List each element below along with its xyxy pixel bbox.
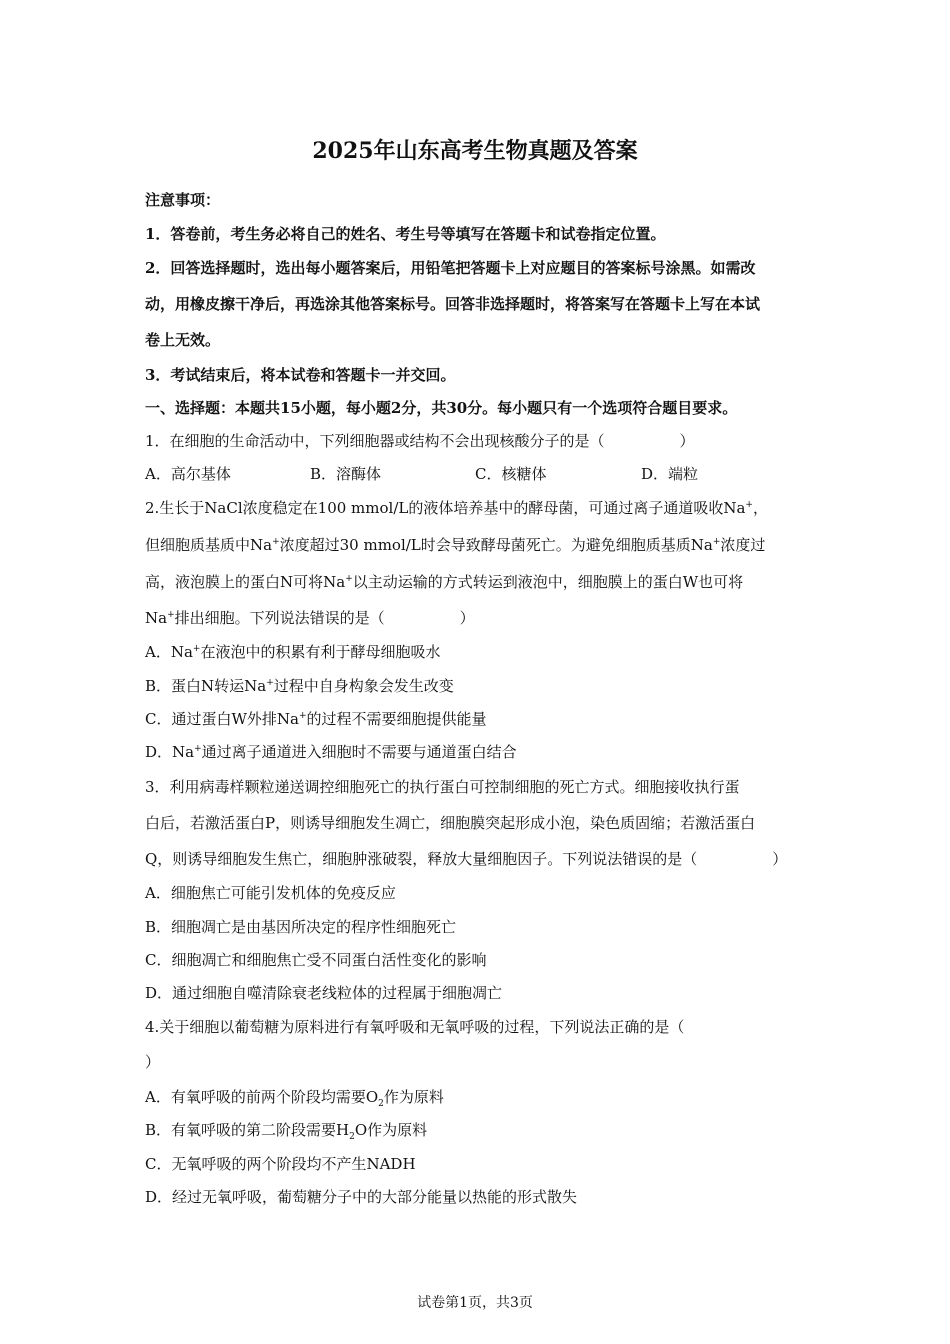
- question-2-option-d: D．Na+通过离子通道进入细胞时不需要与通道蛋白结合: [145, 743, 517, 761]
- question-3-line-3: Q，则诱导细胞发生焦亡，细胞肿涨破裂，释放大量细胞因子。下列说法错误的是（ ）: [145, 850, 788, 868]
- question-3-option-d: D．通过细胞自噬清除衰老线粒体的过程属于细胞凋亡: [145, 984, 503, 1002]
- question-2-line-1: 2.生长于NaCl浓度稳定在100 mmol/L的液体培养基中的酵母菌，可通过离子通道吸收Na+，: [145, 499, 768, 517]
- notice-item-2-line-3: 卷上无效。: [145, 331, 221, 349]
- notice-item-3: 3．考试结束后，将本试卷和答题卡一并交回。: [145, 366, 456, 384]
- question-4-line-2: ）: [145, 1053, 161, 1071]
- question-4-option-d: D．经过无氧呼吸，葡萄糖分子中的大部分能量以热能的形式散失: [145, 1188, 578, 1206]
- question-1-stem: 1．在细胞的生命活动中，下列细胞器或结构不会出现核酸分子的是（ ）: [145, 432, 695, 450]
- question-3-option-a: A．细胞焦亡可能引发机体的免疫反应: [145, 884, 396, 902]
- notice-item-2-line-2: 动，用橡皮擦干净后，再选涂其他答案标号。回答非选择题时，将答案写在答题卡上写在本试: [145, 295, 761, 313]
- question-1-option-c: C．核糖体: [475, 465, 547, 483]
- notice-heading: 注意事项：: [145, 191, 221, 209]
- question-2-option-a: A．Na+在液泡中的积累有利于酵母细胞吸水: [145, 643, 441, 661]
- section-heading: 一、选择题：本题共15小题，每小题2分，共30分。每小题只有一个选项符合题目要求。: [145, 399, 738, 417]
- question-3-line-1: 3．利用病毒样颗粒递送调控细胞死亡的执行蛋白可控制细胞的死亡方式。细胞接收执行蛋: [145, 778, 740, 796]
- question-2-option-c: C．通过蛋白W外排Na+的过程不需要细胞提供能量: [145, 710, 487, 728]
- notice-item-1: 1．答卷前，考生务必将自己的姓名、考生号等填写在答题卡和试卷指定位置。: [145, 225, 666, 243]
- page-title: 2025年山东高考生物真题及答案: [312, 138, 638, 164]
- question-1-option-b: B．溶酶体: [310, 465, 382, 483]
- question-2-option-b: B．蛋白N转运Na+过程中自身构象会发生改变: [145, 677, 454, 695]
- page-footer: 试卷第1页，共3页: [417, 1295, 533, 1311]
- question-4-option-a: A．有氧呼吸的前两个阶段均需要$O_2$作为原料: [145, 1088, 444, 1109]
- question-1-option-d: D．端粒: [641, 465, 699, 483]
- notice-item-2-line-1: 2．回答选择题时，选出每小题答案后，用铅笔把答题卡上对应题目的答案标号涂黑。如需改: [145, 259, 756, 277]
- question-4-option-b: B．有氧呼吸的第二阶段需要$H_2O$作为原料: [145, 1121, 428, 1142]
- question-4-option-c: C．无氧呼吸的两个阶段均不产生NADH: [145, 1155, 416, 1173]
- question-3-option-c: C．细胞凋亡和细胞焦亡受不同蛋白活性变化的影响: [145, 951, 487, 969]
- question-2-line-3: 高，液泡膜上的蛋白N可将Na+以主动运输的方式转运到液泡中，细胞膜上的蛋白W也可将: [145, 573, 744, 591]
- question-2-line-2: 但细胞质基质中Na+浓度超过30 mmol/L时会导致酵母菌死亡。为避免细胞质基质Na+浓度过: [145, 536, 766, 554]
- question-1-option-a: A．高尔基体: [145, 465, 231, 483]
- question-3-line-2: 白后，若激活蛋白P，则诱导细胞发生凋亡，细胞膜突起形成小泡，染色质固缩；若激活蛋白: [145, 814, 756, 832]
- question-3-option-b: B．细胞凋亡是由基因所决定的程序性细胞死亡: [145, 918, 457, 936]
- question-4-line-1: 4.关于细胞以葡萄糖为原料进行有氧呼吸和无氧呼吸的过程，下列说法正确的是（: [145, 1018, 685, 1036]
- question-2-line-4: Na+排出细胞。下列说法错误的是（ ）: [145, 609, 475, 627]
